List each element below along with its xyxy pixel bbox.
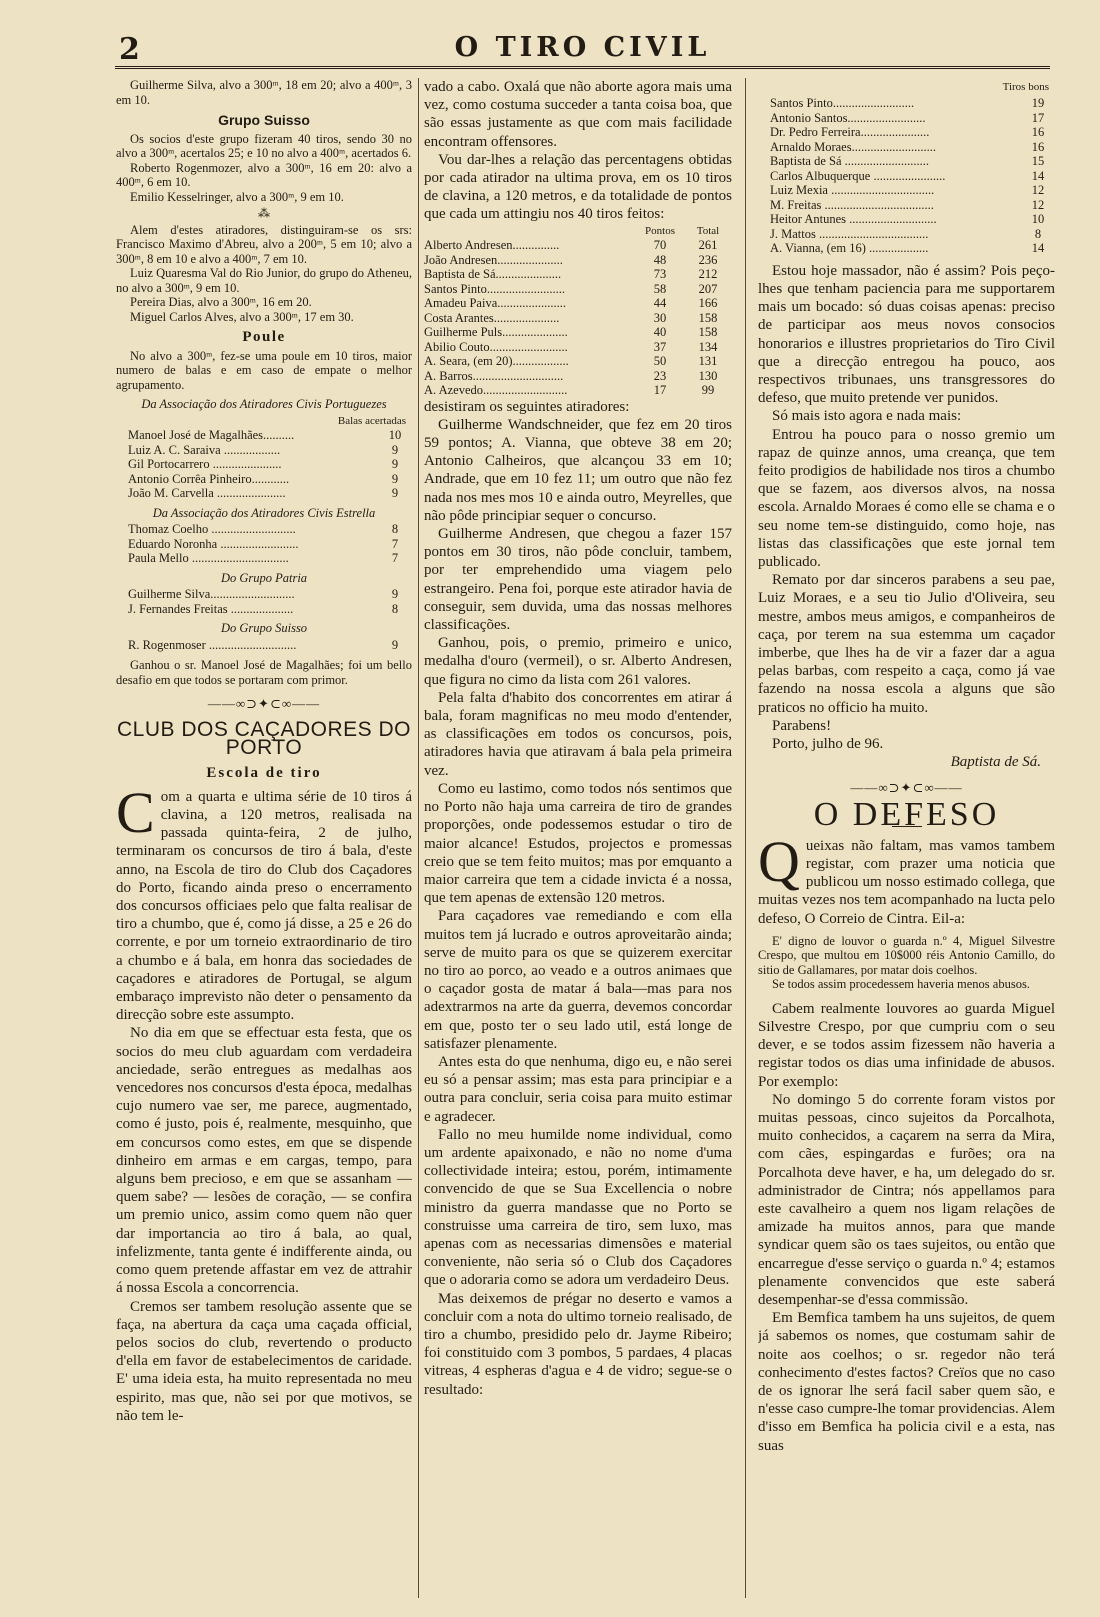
paragraph: Remato por dar sinceros parabens a seu pae, Luiz Moraes, e a seu tio Julio d'Oliveira, seu mestre, ambos meus amigos, e companheiros de caça, por terem na sua estemma um caçador imberbe, que lhes ha de vir a fazer dar a agua pelas barbas, com respeito a caça, como já vae fazendo na nossa escola a alguns que são praticos no officio ha muito. bbox=[758, 572, 1055, 716]
paragraph: Ganhou o sr. Manoel José de Magalhães; foi um bello desafio em que todos se portaram com primor. bbox=[116, 658, 412, 687]
list-item: Thomaz Coelho ........................... 8 bbox=[128, 522, 399, 536]
article-title: O DEFESO bbox=[813, 795, 1000, 833]
newspaper-title: O TIRO CIVIL bbox=[454, 32, 711, 63]
quote-paragraph: Se todos assim procedessem haveria menos abusos. bbox=[772, 977, 1030, 992]
list-item: Santos Pinto.......................... 19 bbox=[770, 96, 1045, 111]
paragraph: Entrou ha pouco para o nosso gremio um rapaz de quinze annos, uma creança, que tem feito prodigios de habilidade nos tiros a chumbo que se fazem, aos diversos alvos, na nossa escola. Arnaldo Moraes é como elle se chama e o seu nome tem-se distinguido, como hoje, nas listas das classificações que este jornal tem publicado. bbox=[758, 426, 1055, 570]
column-header: Tiros bons bbox=[1002, 81, 1049, 93]
paragraph: om a quarta e ultima série de 10 tiros á clavina, a 120 metros, realisada na passada quinta-feira, 2 de julho, terminaram os concursos de tiro á bala, d'este anno, na Escola de tiro do Club dos Caçadores do Porto, ficando ainda preso o encerramento dos concursos officiaes pelo que falta realisar de tiro a chumbo, que é, como já disse, a 25 e 26 do corrente, e por um torneio extraordinario de tiro a chumbo e á bala, em honra das sociedades de caçadores e atiradores de Portugal, se algum embaraço imprevisto não deter o pensamento da direcção sobre este assumpto. bbox=[116, 788, 412, 1024]
list-item: J. Fernandes Freitas .................... 8 bbox=[128, 601, 399, 616]
score-list bbox=[758, 96, 1055, 256]
table-row: Alberto Andresen............... 70 261 bbox=[424, 238, 718, 253]
paragraph: Guilherme Andresen, que chegou a fazer 157 pontos em 30 tiros, não pôde concluir, tambem, por ter emprehendido uma viagem pelo estrangeiro. Pena foi, porque este atirador havia de conseguir, sem duvida, uma das nossas melhores classificações. bbox=[424, 526, 732, 634]
paragraph: Mas deixemos de prégar no deserto e vamos a concluir com a nota do ultimo torneio realisado, de tiro a chumbo, presidido pelo dr. Jayme Ribeiro; foi constituido com 3 pombos, 5 pardaes, 4 placas vitreas, 4 espheras d'agua e 4 de vidro; segue-se o resultado: bbox=[424, 1290, 732, 1398]
column-divider bbox=[745, 78, 746, 1598]
paragraph: Fallo no meu humilde nome individual, como um ardente apaixonado, e não no nome d'uma collectividade inteira; estou, porém, intimamente convencido de que se Sua Excellencia o nobre ministro da guerra mandasse que no Porto se construisse uma carreira de tiro, sem luxo, mas apenas com as necessarias dimensões e material conveniente, não seria só o Club dos Caçadores que o adoraria como se adora um verdadeiro Deus. bbox=[424, 1126, 732, 1289]
quote-paragraph: E' digno de louvor o guarda n.º 4, Miguel Silvestre Crespo, que multou em 10$000 réis Antonio Camillo, do sitio de Gallamares, por matar dois coelhos. bbox=[758, 933, 1055, 977]
paragraph: No alvo a 300ᵐ, fez-se uma poule em 10 tiros, maior numero de balas e em caso de empate o melhor agrupamento. bbox=[116, 348, 412, 392]
paragraph: Como eu lastimo, como todos nós sentimos que no Porto não haja uma carreira de tiro de grandes proporções, onde podessemos estudar o tiro de maior alcance! Estudos, projectos e promessas creio que se tem feito muitos; mas por emquanto a maior carreira que tem a cidade invicta é a nossa, que tem apenas de extensão 120 metros. bbox=[424, 780, 732, 907]
column-1 bbox=[116, 78, 412, 1608]
paragraph: Luiz Quaresma Val do Rio Junior, do grupo do Atheneu, no alvo a 300ᵐ, 9 em 10. bbox=[116, 266, 412, 295]
paragraph: Emilio Kesselringer, alvo a 300ᵐ, 9 em 10. bbox=[130, 189, 344, 204]
paragraph: Alem d'estes atiradores, distinguiram-se os srs: Francisco Maximo d'Abreu, alvo a 200ᵐ, 5 em 10; alvo a 300ᵐ, 8 em 10 e alvo a 400ᵐ, 7 em 10. bbox=[116, 222, 412, 266]
list-item: Antonio Corrêa Pinheiro............ 9 bbox=[128, 471, 399, 486]
paragraph: Guilherme Silva, alvo a 300ᵐ, 18 em 20; alvo a 400ᵐ, 3 em 10. bbox=[116, 78, 412, 107]
paragraph: Vou dar-lhes a relação das percentagens obtidas por cada atirador na ultima prova, em os 10 tiros de clavina, a 120 metros, e da totalidade de pontos que cada um attingiu nos 40 tiros feitos: bbox=[424, 151, 732, 223]
table-row: Costa Arantes..................... 30 158 bbox=[424, 310, 718, 325]
ornament: ——∞⊃✦⊂∞—— bbox=[207, 696, 321, 711]
table-row: Santos Pinto......................... 58 207 bbox=[424, 281, 718, 296]
sub-heading: Do Grupo Suisso bbox=[220, 621, 308, 635]
paragraph: Cremos ser tambem resolução assente que se faça, na abertura da caça uma caçada official, pelos socios do club, revertendo o producto d'ella em favor de estabelecimentos de caridade. E' uma ideia esta, ha muito representada no meu espirito, mas que, não sei por que motivos, se não tem le- bbox=[116, 1298, 412, 1424]
paragraph: No domingo 5 do corrente foram vistos por muitas pessoas, cinco sujeitos da Porcalhota, muito conhecidos, a caçarem na serra da Mira, com cães, espingardas e furões; ora na Porcalhota deve haver, e ha, um delegado do sr. administrador de Cintra; nós appellamos para este cavalheiro a quem nos ligam relações de amizade ha muitos annos, para que mande syndicar quem são os taes sujeitos, ou então que encarregue d'esse serviço o guarda n.º 4; estamos plenamente convencidos que este saberá desempenhar-se d'essa commissão. bbox=[758, 1091, 1055, 1309]
list-item: Guilherme Silva........................... 9 bbox=[128, 587, 399, 601]
column-2 bbox=[424, 78, 732, 1608]
list-item: Paula Mello ............................... 7 bbox=[128, 551, 399, 565]
list-item: A. Vianna, (em 16) ................... 14 bbox=[770, 241, 1045, 256]
paragraph: Miguel Carlos Alves, alvo a 300ᵐ, 17 em 30. bbox=[130, 309, 354, 324]
paragraph: Pela falta d'habito dos concorrentes em atirar á bala, foram magnificas no meu modo d'entender, as classificações em todos os concursos, pois, atiradores havia que atiravam á bala pela primeira vez. bbox=[424, 689, 732, 779]
article-title: CLUB DOS CAÇADORES DO PORTO bbox=[116, 718, 412, 760]
paragraph: Ganhou, pois, o premio, primeiro e unico, medalha d'ouro (vermeil), o sr. Alberto Andresen, que figura no cimo da lista com 261 valores. bbox=[424, 635, 732, 688]
column-3 bbox=[758, 78, 1055, 1608]
table-row: A. Azevedo........................... 17 99 bbox=[424, 383, 715, 398]
paragraph: Guilherme Wandschneider, que fez em 20 tiros 59 pontos; A. Vianna, que obteve 38 em 20; Antonio Calheiros, que alcançou 33 em 10; Andrade, que em 10 fez 11; um outro que não fez nada nos mes mos 10 e ainda outro, Meyrelles, que não pôde principiar sequer o concurso. bbox=[424, 416, 732, 524]
sub-heading: Da Associação dos Atiradores Civis Portuguezes bbox=[141, 397, 387, 411]
drop-cap: C bbox=[116, 779, 155, 845]
score-list bbox=[116, 638, 412, 653]
paragraph: No dia em que se effectuar esta festa, que os socios do meu club aguardam com verdadeira anciedade, serão entregues as medalhas aos vencedores nos concursos d'esta época, medalhas cujo numero vae ser, me parece, augmentado, como é justo, pois é, realmente, mesquinho, que em concursos como estes, em que se dispende dinheiro em armas e em cargas, tempo, para alguns bem precioso, e em que se assanham — quem sabe? — lesões de coração, — se confira um premio unico, assim como quem não quer dar importancia ao tiro á bala, ao qual, infelizmente, tanta gente é indifferente ainda, ou como quem pretende affastar em vez de attrahir á nossa Escola a concorrencia. bbox=[116, 1025, 412, 1297]
list-item: Carlos Albuquerque ....................... 14 bbox=[770, 168, 1045, 183]
list-item: Manoel José de Magalhães.......... 10 bbox=[128, 428, 402, 442]
paragraph: Pereira Dias, alvo a 300ᵐ, 16 em 20. bbox=[130, 295, 312, 309]
table-row: Abilio Couto......................... 37 134 bbox=[424, 339, 718, 354]
sub-heading: Da Associação dos Atiradores Civis Estrella bbox=[152, 505, 376, 520]
list-item: Dr. Pedro Ferreira...................... 16 bbox=[770, 125, 1045, 140]
table-header: Pontos Total bbox=[645, 224, 720, 237]
paragraph: Porto, julho de 96. bbox=[772, 735, 884, 752]
score-list bbox=[116, 428, 412, 501]
paragraph: vado a cabo. Oxalá que não aborte agora mais uma vez, como costuma succeder a tanta coisa boa, que são essas justamente as que com mais facilidade encontram offensores. bbox=[424, 79, 732, 150]
signature: Baptista de Sá. bbox=[950, 754, 1041, 771]
paragraph: Roberto Rogenmozer, alvo a 300ᵐ, 16 em 20: alvo a 400ᵐ, 6 em 10. bbox=[116, 160, 412, 189]
list-item: Luiz Mexia ................................. 12 bbox=[770, 183, 1045, 198]
list-item: Eduardo Noronha ......................... 7 bbox=[128, 536, 399, 551]
sub-heading: Do Grupo Patria bbox=[220, 570, 308, 585]
paragraph: Antes esta do que nenhuma, digo eu, e não serei eu só a pensar assim; mas esta para principiar e a outra para concluir, seria coisa para muito estimar e agradecer. bbox=[424, 1053, 732, 1125]
results-table bbox=[424, 224, 732, 398]
paragraph: Os socios d'este grupo fizeram 40 tiros, sendo 30 no alvo a 300ᵐ, acertalos 25; e 10 no alvo a 400ᵐ, acertados 6. bbox=[116, 131, 412, 160]
list-item: Arnaldo Moraes........................... 16 bbox=[770, 139, 1045, 154]
paragraph: Em Bemfica tambem ha uns sujeitos, de quem já sabemos os nomes, que costumam sahir de noite aos coelhos; o sr. regedor não terá conhecimento d'estes factos? Creïos que no caso de os ignorar lhe será facil saber quem são, e n'esse caso cumpre-lhe tomar providencias. Alem d'isso em Bemfica ha policia civil e a esta, nas suas bbox=[758, 1310, 1055, 1454]
list-item: Heitor Antunes ............................ 10 bbox=[770, 212, 1045, 227]
paragraph: Parabens! bbox=[772, 717, 832, 734]
section-heading: Poule bbox=[242, 329, 286, 345]
score-list bbox=[116, 522, 412, 566]
ornament: ——∞⊃✦⊂∞—— bbox=[850, 780, 963, 796]
list-item: Antonio Santos......................... 17 bbox=[770, 110, 1045, 125]
score-list bbox=[116, 587, 412, 616]
list-item: Luiz A. C. Saraiva .................. 9 bbox=[128, 442, 399, 457]
table-row: Amadeu Paiva...................... 44 166 bbox=[424, 296, 718, 311]
table-row: João Andresen..................... 48 236 bbox=[424, 252, 718, 267]
paragraph: Só mais isto agora e nada mais: bbox=[772, 408, 962, 425]
article-subtitle: Escola de tiro bbox=[206, 764, 322, 781]
masthead bbox=[115, 30, 1050, 70]
header-rule bbox=[115, 66, 1050, 69]
paragraph: Estou hoje massador, não é assim? Pois peço-lhes que tenham paciencia para me supportarem mais um bocado: só duas coisas apenas: preciso de participar aos meus novos consocios honorarios e illustres proprietarios do Tiro Civil que a direcção entregou ha pouco, aos respectivos tribunaes, uns transgressores do defeso, que muito pretende ver punidos. bbox=[758, 262, 1055, 407]
page-number: 2 bbox=[119, 32, 140, 67]
quotation bbox=[758, 934, 1055, 992]
list-item: J. Mattos ................................... 8 bbox=[770, 226, 1042, 241]
list-item: João M. Carvella ...................... 9 bbox=[128, 486, 399, 500]
table-row: Guilherme Puls..................... 40 158 bbox=[424, 325, 718, 340]
asterism: ⁂ bbox=[258, 206, 270, 220]
column-divider bbox=[418, 78, 419, 1598]
list-item: Baptista de Sá ........................... 15 bbox=[770, 154, 1045, 169]
paragraph: Para caçadores vae remediando e com ella muitos tem já lucrado e outros aproveitarão ainda; serve de muito para os que se quizerem exercitar no tiro ao porco, ao veado e a outros animaes que o caçador gosta de matar á bala—mas para nos adextrarmos na arte da guerra, devemos concordar em que, posto ter o seu lado util, está longe de satisfazer plenamente. bbox=[424, 908, 732, 1052]
paragraph: ueixas não faltam, mas vamos tambem registar, com prazer uma noticia que publicou um nosso estimado collega, que muitas vezes nos tem acompanhado na lucta pelo defeso, O Correio de Cintra. Eil-a: bbox=[758, 837, 1055, 927]
section-heading: Grupo Suisso bbox=[218, 112, 310, 128]
drop-cap: Q bbox=[758, 828, 800, 894]
list-item: M. Freitas ................................... 12 bbox=[770, 197, 1045, 212]
table-row: A. Barros............................. 23 130 bbox=[424, 368, 718, 383]
paragraph: Cabem realmente louvores ao guarda Miguel Silvestre Crespo, por que cumpriu com o seu dever, e se todos assim fizessem não haveria a registar todos os dias uma infinidade de abusos. Por exemplo: bbox=[758, 1000, 1055, 1090]
column-header: Balas acertadas bbox=[337, 414, 406, 427]
table-row: Baptista de Sá..................... 73 212 bbox=[424, 267, 718, 282]
table-row: A. Seara, (em 20).................. 50 131 bbox=[424, 354, 718, 369]
list-item: Gil Portocarrero ...................... 9 bbox=[128, 457, 399, 471]
list-item: R. Rogenmoser ............................ 9 bbox=[128, 637, 399, 652]
paragraph: desistiram os seguintes atiradores: bbox=[424, 398, 630, 415]
